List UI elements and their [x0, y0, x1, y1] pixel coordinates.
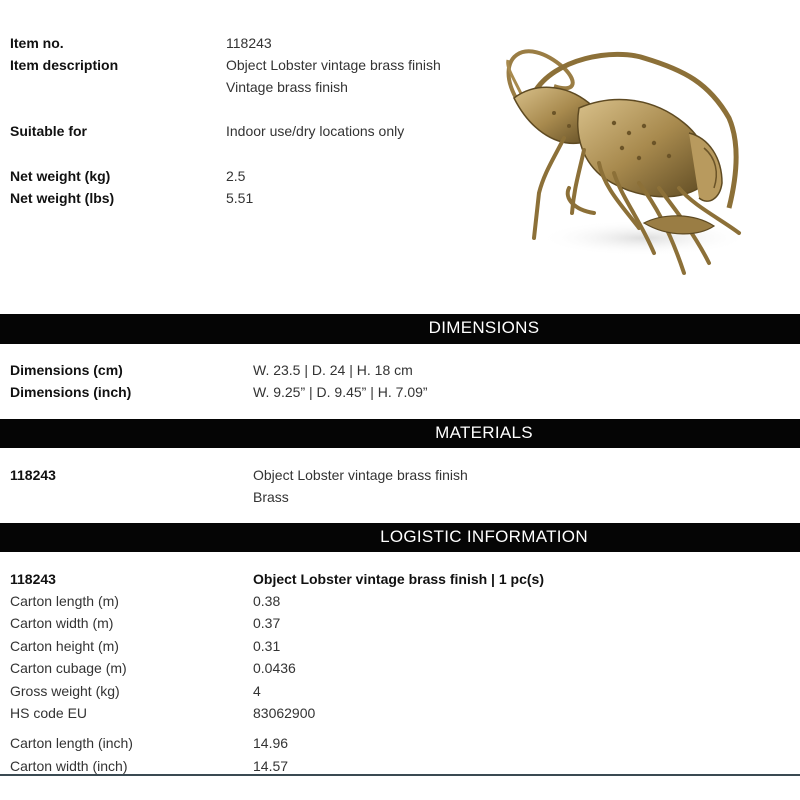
- carton-cubage-label: Carton cubage (m): [10, 660, 127, 676]
- gross-weight-label: Gross weight (kg): [10, 683, 120, 699]
- materials-material: Brass: [253, 489, 289, 505]
- carton-height-m-value: 0.31: [253, 638, 281, 654]
- carton-width-inch-value: 14.57: [253, 758, 289, 774]
- carton-length-m-value: 0.38: [253, 593, 281, 609]
- carton-width-m-value: 0.37: [253, 615, 281, 631]
- dimensions-header: [0, 314, 800, 344]
- carton-length-inch-label: Carton length (inch): [10, 735, 133, 751]
- bottom-divider: [0, 774, 800, 776]
- dimensions-inch-label: Dimensions (inch): [10, 384, 132, 400]
- net-weight-kg-label: Net weight (kg): [10, 168, 111, 184]
- materials-header: [0, 419, 800, 448]
- item-description-value: Object Lobster vintage brass finish: [226, 57, 441, 73]
- materials-title: MATERIALS: [435, 423, 533, 442]
- net-weight-lbs-label: Net weight (lbs): [10, 190, 115, 206]
- carton-height-m-label: Carton height (m): [10, 638, 119, 654]
- gross-weight-value: 4: [253, 683, 261, 699]
- dimensions-cm-label: Dimensions (cm): [10, 362, 123, 378]
- product-image: [494, 38, 756, 282]
- carton-cubage-value: 0.0436: [253, 660, 296, 676]
- item-no-label: Item no.: [10, 35, 64, 51]
- logistic-item-no: 118243: [10, 571, 56, 587]
- hs-code-label: HS code EU: [10, 705, 88, 721]
- suitable-for-label: Suitable for: [10, 123, 88, 139]
- carton-width-inch-label: Carton width (inch): [10, 758, 128, 774]
- dimensions-inch-value: W. 9.25” | D. 9.45” | H. 7.09”: [253, 384, 428, 400]
- hs-code-value: 83062900: [253, 705, 316, 721]
- logistic-summary: Object Lobster vintage brass finish | 1 pc(s): [253, 571, 544, 587]
- materials-item-no: 118243: [10, 467, 56, 483]
- logistic-title: LOGISTIC INFORMATION: [380, 527, 588, 546]
- carton-length-inch-value: 14.96: [253, 735, 289, 751]
- item-description-label: Item description: [10, 57, 119, 73]
- logistic-header: [0, 523, 800, 552]
- net-weight-lbs-value: 5.51: [226, 190, 254, 206]
- suitable-for-value: Indoor use/dry locations only: [226, 123, 405, 139]
- net-weight-kg-value: 2.5: [226, 168, 246, 184]
- dimensions-title: DIMENSIONS: [428, 318, 540, 337]
- dimensions-cm-value: W. 23.5 | D. 24 | H. 18 cm: [253, 362, 413, 378]
- carton-width-m-label: Carton width (m): [10, 615, 114, 631]
- item-finish-value: Vintage brass finish: [226, 79, 348, 95]
- item-no-value: 118243: [226, 35, 272, 51]
- materials-item-name: Object Lobster vintage brass finish: [253, 467, 468, 483]
- carton-length-m-label: Carton length (m): [10, 593, 119, 609]
